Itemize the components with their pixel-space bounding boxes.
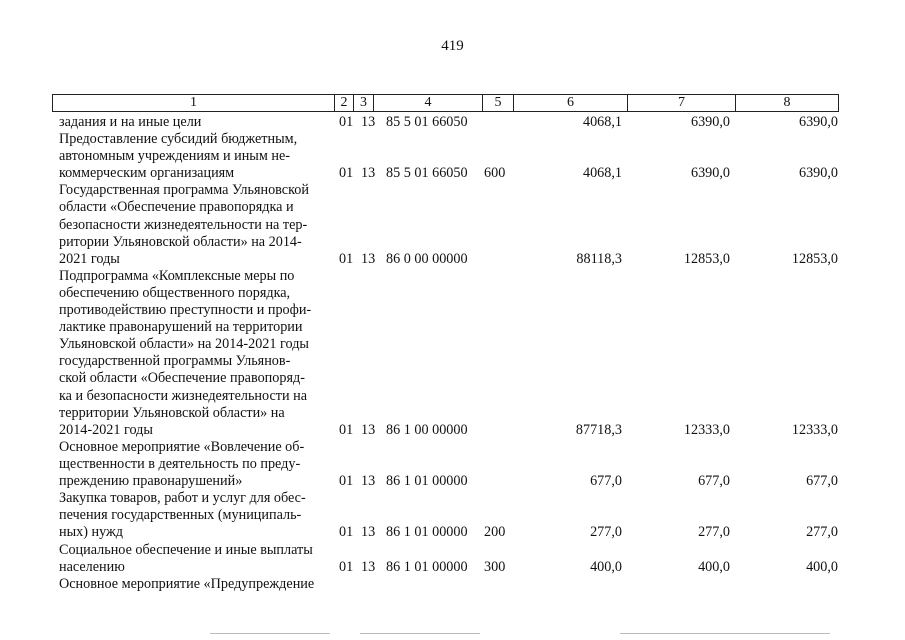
- table-header: [52, 94, 839, 112]
- description-line: 2021 годы: [59, 250, 120, 267]
- cell-c7: 6390,0: [690, 114, 730, 130]
- cell-c5: 600: [484, 165, 506, 182]
- cell-c7: 6390,0: [690, 165, 730, 182]
- cell-c8: 12333,0: [791, 421, 838, 438]
- description-line: Закупка товаров, работ и услуг для обес-: [59, 490, 306, 507]
- header-cell-3: 3: [354, 95, 374, 111]
- row-description: [59, 182, 334, 267]
- description-line: области «Обеспечение правопорядка и: [59, 199, 294, 216]
- row-description: [59, 542, 334, 576]
- description-line: 2014-2021 годы: [59, 421, 153, 438]
- cell-c3: 13: [361, 114, 376, 130]
- cell-c7: 12853,0: [683, 250, 730, 267]
- cell-c8: 677,0: [806, 473, 838, 490]
- cell-c4: 86 0 00 00000: [386, 250, 468, 267]
- description-line: государственной программы Ульянов-: [59, 353, 291, 370]
- description-line: Основное мероприятие «Предупреждение: [59, 575, 315, 592]
- row-description: [59, 268, 334, 439]
- cell-c8: 6390,0: [798, 165, 838, 182]
- description-line: Основное мероприятие «Вовлечение об-: [59, 438, 305, 455]
- cell-c2: 01: [339, 473, 354, 490]
- row-description: [59, 576, 334, 593]
- description-line: задания и на иные цели: [59, 114, 202, 130]
- description-line: безопасности жизнедеятельности на тер-: [59, 216, 308, 233]
- cell-c6: 4068,1: [582, 114, 622, 130]
- row-description: [59, 439, 334, 490]
- cell-c4: 86 1 00 00000: [386, 421, 468, 438]
- cell-c4: 86 1 01 00000: [386, 524, 468, 541]
- description-line: коммерческим организациям: [59, 165, 235, 182]
- scan-artifact: [620, 633, 830, 634]
- cell-c2: 01: [339, 165, 354, 182]
- description-line: ка и безопасности жизнедеятельности на: [59, 387, 307, 404]
- cell-c6: 88118,3: [576, 250, 622, 267]
- description-line: преждению правонарушений»: [59, 473, 243, 490]
- cell-c7: 277,0: [698, 524, 730, 541]
- cell-c2: 01: [339, 558, 354, 575]
- description-line: Ульяновской области» на 2014-2021 годы: [59, 336, 309, 353]
- header-cell-7: 7: [628, 95, 736, 111]
- cell-c4: 85 5 01 66050: [386, 114, 468, 130]
- cell-c5: 200: [484, 524, 506, 541]
- description-line: ритории Ульяновской области» на 2014-: [59, 233, 302, 250]
- cell-c4: 85 5 01 66050: [386, 165, 468, 182]
- cell-c7: 677,0: [698, 473, 730, 490]
- description-line: Предоставление субсидий бюджетным,: [59, 131, 298, 148]
- cell-c3: 13: [361, 421, 376, 438]
- cell-c6: 677,0: [590, 473, 622, 490]
- description-line: ской области «Обеспечение правопоряд-: [59, 370, 305, 387]
- page-number: 419: [441, 38, 464, 54]
- description-line: Государственная программа Ульяновской: [59, 182, 309, 199]
- header-cell-8: 8: [783, 95, 791, 110]
- cell-c8: 277,0: [806, 524, 838, 541]
- description-line: печения государственных (муниципаль-: [59, 507, 302, 524]
- cell-c8: 12853,0: [791, 250, 838, 267]
- cell-c2: 01: [339, 250, 354, 267]
- description-line: населению: [59, 558, 125, 575]
- cell-c4: 86 1 01 00000: [386, 558, 468, 575]
- row-description: [59, 490, 334, 541]
- cell-c2: 01: [339, 524, 354, 541]
- cell-c8: 6390,0: [798, 114, 838, 130]
- cell-c7: 400,0: [698, 558, 730, 575]
- cell-c5: 300: [484, 558, 506, 575]
- description-line: автономным учреждениям и иным не-: [59, 148, 290, 165]
- cell-c4: 86 1 01 00000: [386, 473, 468, 490]
- header-cell-1: 1: [53, 95, 335, 111]
- cell-c7: 12333,0: [683, 421, 730, 438]
- cell-c6: 400,0: [590, 558, 622, 575]
- cell-c6: 277,0: [590, 524, 622, 541]
- description-line: лактике правонарушений на территории: [59, 319, 303, 336]
- cell-c6: 87718,3: [575, 421, 622, 438]
- row-description: [59, 131, 334, 182]
- header-cell-5: 5: [483, 95, 514, 111]
- description-line: территории Ульяновской области» на: [59, 404, 285, 421]
- cell-c3: 13: [361, 165, 376, 182]
- cell-c3: 13: [361, 558, 376, 575]
- header-cell-2: 2: [335, 95, 354, 111]
- cell-c3: 13: [361, 524, 376, 541]
- cell-c3: 13: [361, 473, 376, 490]
- description-line: обеспечению общественного порядка,: [59, 284, 291, 301]
- cell-c2: 01: [339, 421, 354, 438]
- description-line: противодействию преступности и профи-: [59, 302, 312, 319]
- description-line: Подпрограмма «Комплексные меры по: [59, 267, 295, 284]
- description-line: щественности в деятельность по преду-: [59, 455, 301, 472]
- header-cell-4: 4: [374, 95, 483, 111]
- scan-artifact: [360, 633, 480, 634]
- cell-c2: 01: [339, 114, 354, 130]
- header-cell-6: 6: [514, 95, 628, 111]
- cell-c3: 13: [361, 250, 376, 267]
- scan-artifact: [210, 633, 330, 634]
- description-line: ных) нужд: [59, 524, 124, 541]
- row-description: [59, 114, 334, 131]
- cell-c8: 400,0: [806, 558, 838, 575]
- cell-c6: 4068,1: [582, 165, 622, 182]
- description-line: Социальное обеспечение и иные выплаты: [59, 541, 313, 558]
